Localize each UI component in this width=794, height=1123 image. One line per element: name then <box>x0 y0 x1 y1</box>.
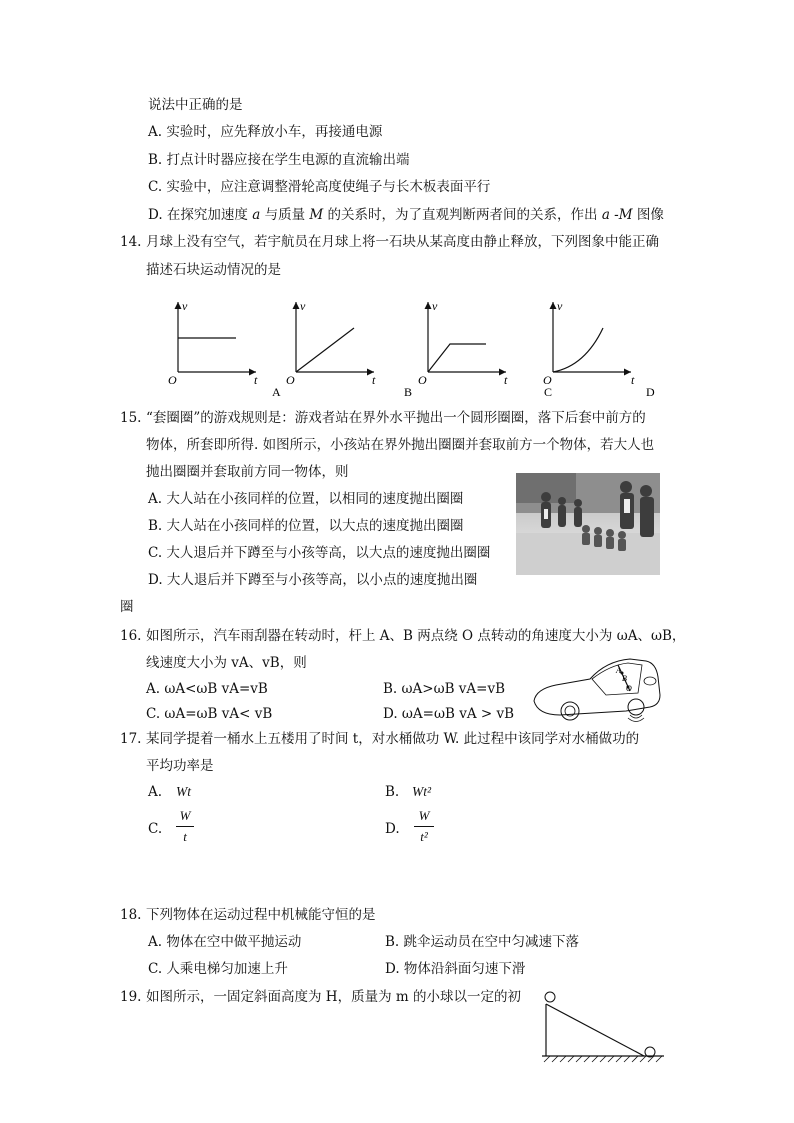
wiper-label-o: O <box>626 684 632 693</box>
q13-d-var-m: M <box>309 207 324 223</box>
q14-graph-a-o: O <box>168 373 177 387</box>
q15-stem-line3: 抛出圈圈并套取前方同一物体，则 <box>146 464 349 480</box>
q18-option-b: B. 跳伞运动员在空中匀减速下落 <box>385 934 580 950</box>
q18-option-c: C. 人乘电梯匀加速上升 <box>148 961 288 977</box>
q17-c-denominator: t <box>183 829 187 844</box>
q13-option-b: B. 打点计时器应接在学生电源的直流输出端 <box>148 152 410 168</box>
wiper-car-figure <box>530 655 664 723</box>
q14-graphs <box>160 296 670 400</box>
q14-label-b: B <box>404 385 413 399</box>
q17-stem-line2: 平均功率是 <box>146 758 214 774</box>
q17-option-d-fraction <box>414 808 434 845</box>
q19-number: 19. <box>120 989 142 1005</box>
q16-stem-line2: 线速度大小为 vA、vB，则 <box>146 655 307 671</box>
q14-graph-b-t: t <box>372 373 376 387</box>
q13-option-a: A. 实验时，应先释放小车，再接通电源 <box>148 124 383 140</box>
q18-stem: 下列物体在运动过程中机械能守恒的是 <box>146 907 376 923</box>
ring-toss-photo <box>516 473 660 575</box>
q17-option-a-value: Wt <box>176 784 191 799</box>
q13-d-text-1: D. 在探究加速度 <box>148 207 248 223</box>
q13-d-var-am: a -M <box>601 207 633 223</box>
q17-option-d-label: D. <box>385 821 400 837</box>
q13-d-var-a: a <box>252 207 261 223</box>
q13-option-d <box>148 206 664 224</box>
q17-stem-line1: 某同学提着一桶水上五楼用了时间 t，对水桶做功 W. 此过程中该同学对水桶做功的 <box>146 731 640 747</box>
q14-number: 14. <box>120 234 142 250</box>
q13-d-text-4: 图像 <box>636 207 664 223</box>
q16-number: 16. <box>120 628 142 644</box>
q13-d-text-2: 与质量 <box>264 207 306 223</box>
q17-option-b-value: Wt² <box>412 784 432 799</box>
q15-option-a: A. 大人站在小孩同样的位置，以相同的速度抛出圈圈 <box>148 491 464 507</box>
q16-option-b: B. ωA>ωB vA=vB <box>383 681 506 697</box>
q18-option-a: A. 物体在空中做平抛运动 <box>148 934 302 950</box>
q14-graph-b <box>272 299 376 399</box>
q13-option-c: C. 实验中，应注意调整滑轮高度使绳子与长木板表面平行 <box>148 179 491 195</box>
q15-stem-line1: “套圈圈”的游戏规则是：游戏者站在界外水平抛出一个圆形圈圈，落下后套中前方的 <box>146 410 646 426</box>
q16-option-c: C. ωA=ωB vA< vB <box>146 706 273 722</box>
q18-option-d: D. 物体沿斜面匀速下滑 <box>385 961 526 977</box>
q18-number: 18. <box>120 907 142 923</box>
q15-option-d: D. 大人退后并下蹲至与小孩等高，以小点的速度抛出圈 <box>148 572 478 588</box>
q13-d-text-3: 的关系时，为了直观判断两者间的关系，作出 <box>327 207 598 223</box>
q14-label-a: A <box>272 385 281 399</box>
q15-option-d-wrap: 圈 <box>120 599 134 615</box>
q17-d-numerator: W <box>418 808 430 823</box>
q15-stem-line2: 物体，所套即所得. 如图所示，小孩站在界外抛出圈圈并套取前方一个物体，若大人也 <box>146 437 655 453</box>
q15-number: 15. <box>120 410 142 426</box>
q14-stem-line2: 描述石块运动情况的是 <box>146 262 281 278</box>
q14-graph-d <box>543 299 655 399</box>
q14-graph-a <box>168 299 258 387</box>
q17-option-b-label: B. <box>385 784 400 800</box>
q14-graph-a-v: v <box>182 299 188 313</box>
incline-figure <box>538 988 668 1066</box>
q16-option-d: D. ωA=ωB vA > vB <box>383 706 515 722</box>
q14-graph-b-v: v <box>300 299 306 313</box>
q14-label-d: D <box>646 385 655 399</box>
q17-option-c-fraction <box>176 808 194 845</box>
q17-option-c-label: C. <box>148 821 163 837</box>
q14-graph-b-o: O <box>286 373 295 387</box>
q14-graph-c-t: t <box>504 373 508 387</box>
q14-graph-c <box>404 299 508 399</box>
q16-stem-line1: 如图所示，汽车雨刮器在转动时，杆上 A、B 两点绕 O 点转动的角速度大小为 ωA、ωB， <box>146 628 686 644</box>
q19-stem-line1: 如图所示，一固定斜面高度为 H，质量为 m 的小球以一定的初 <box>146 989 521 1005</box>
q17-c-numerator: W <box>179 808 191 823</box>
q15-option-c: C. 大人退后并下蹲至与小孩等高，以大点的速度抛出圈圈 <box>148 545 491 561</box>
q15-option-b: B. 大人站在小孩同样的位置，以大点的速度抛出圈圈 <box>148 518 464 534</box>
q14-graph-d-v: v <box>557 299 563 313</box>
q17-option-a-label: A. <box>148 784 163 800</box>
q14-graph-a-t: t <box>254 373 258 387</box>
q13-continuation: 说法中正确的是 <box>148 97 243 113</box>
q17-number: 17. <box>120 731 142 747</box>
q14-label-c: C <box>544 385 553 399</box>
q14-graph-c-v: v <box>432 299 438 313</box>
q14-graph-d-t: t <box>631 373 635 387</box>
q17-d-denominator: t² <box>420 829 428 844</box>
q14-graph-d-o: O <box>543 373 552 387</box>
q14-stem-line1: 月球上没有空气，若宇航员在月球上将一石块从某高度由静止释放，下列图象中能正确 <box>146 234 659 250</box>
q16-option-a: A. ωA<ωB vA=vB <box>146 681 268 697</box>
q14-graph-c-o: O <box>418 373 427 387</box>
wiper-label-b: B <box>622 674 627 683</box>
ring-toss-photo-scene <box>516 473 660 575</box>
wiper-label-a: A <box>616 666 621 675</box>
